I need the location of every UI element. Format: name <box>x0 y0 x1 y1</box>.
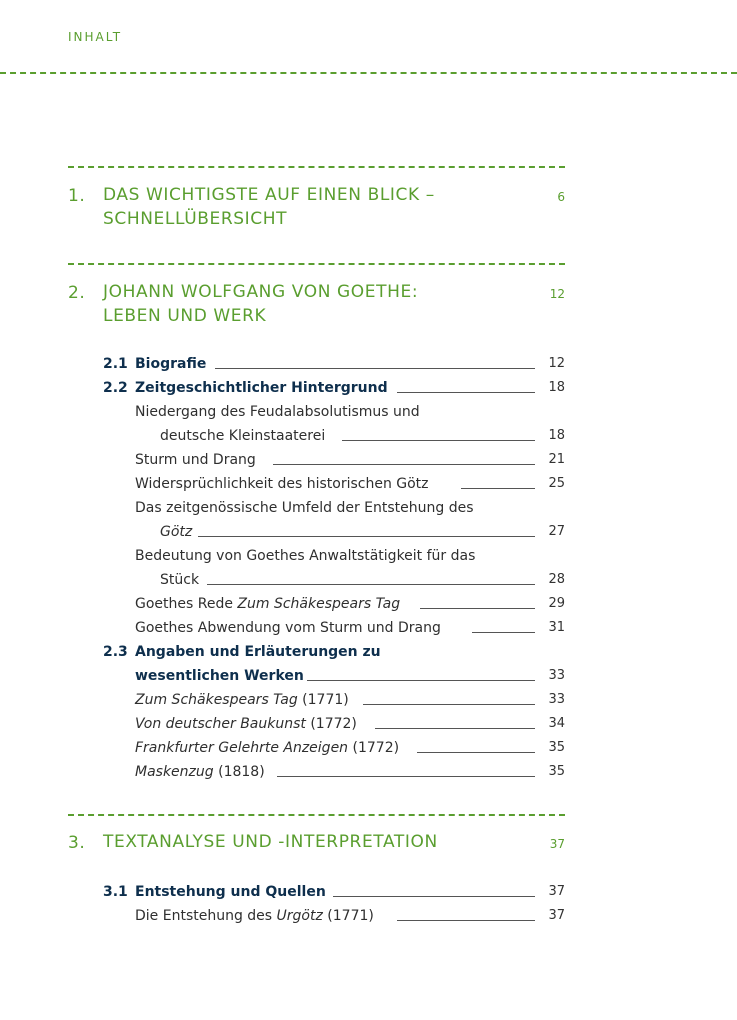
chapter-2-page: 12 <box>549 287 565 301</box>
toc-entry-umfeld[interactable] <box>160 521 565 543</box>
toc-entry-abwendung[interactable] <box>135 617 565 639</box>
page-header-label: INHALT <box>68 30 123 44</box>
leader-line <box>417 752 535 753</box>
chapter-3-page: 37 <box>549 837 565 851</box>
toc-page-number: 18 <box>548 428 565 443</box>
toc-entry-label: Zeitgeschichtlicher Hintergrund <box>135 380 388 396</box>
leader-line <box>215 368 535 369</box>
chapter-2-divider <box>68 263 565 265</box>
toc-entry-widerspruechlichkeit[interactable] <box>135 473 565 495</box>
chapter-1-number: 1. <box>68 186 86 206</box>
toc-entry-anwalt-line1[interactable]: Bedeutung von Goethes Anwaltstätigkeit für das <box>135 548 476 564</box>
toc-entry-umfeld-line1[interactable]: Das zeitgenössische Umfeld der Entstehung des <box>135 500 474 516</box>
leader-line <box>472 632 535 633</box>
toc-entry-label <box>135 716 357 732</box>
label-suffix: (1772) <box>305 716 357 732</box>
section-3-1-number: 3.1 <box>103 884 128 900</box>
italic-title: Maskenzug <box>135 764 214 780</box>
chapter-2-title-line1: JOHANN WOLFGANG VON GOETHE: <box>103 282 419 302</box>
toc-page-number: 33 <box>548 668 565 683</box>
italic-title: Frankfurter Gelehrte Anzeigen <box>135 740 349 756</box>
leader-line <box>461 488 535 489</box>
italic-title: Von deutscher Baukunst <box>135 716 306 732</box>
toc-entry-entstehung[interactable] <box>135 881 565 903</box>
toc-entry-label: Entstehung und Quellen <box>135 884 326 900</box>
toc-entry-angaben-line1[interactable]: Angaben und Erläuterungen zu <box>135 644 381 660</box>
toc-page-number: 31 <box>548 620 565 635</box>
toc-entry-urgoetz[interactable] <box>135 905 565 927</box>
toc-page-number: 12 <box>548 356 565 371</box>
toc-page-number: 35 <box>548 764 565 779</box>
toc-entry-label: Goethes Abwendung vom Sturm und Drang <box>135 620 441 636</box>
section-2-1-number: 2.1 <box>103 356 128 372</box>
leader-line <box>375 728 535 729</box>
toc-entry-label: Sturm und Drang <box>135 452 256 468</box>
chapter-2-title[interactable] <box>103 280 523 328</box>
chapter-2-title-line2: LEBEN UND WERK <box>103 306 267 326</box>
chapter-3-title-line1: TEXTANALYSE UND -INTERPRETATION <box>103 832 438 852</box>
section-2-2-number: 2.2 <box>103 380 128 396</box>
toc-entry-work-3[interactable] <box>135 737 565 759</box>
toc-entry-label: wesentlichen Werken <box>135 668 304 684</box>
leader-line <box>307 680 535 681</box>
label-prefix: Die Entstehung des <box>135 908 277 924</box>
header-divider <box>0 72 737 74</box>
toc-entry-label <box>135 692 349 708</box>
label-prefix: Goethes Rede <box>135 596 238 612</box>
chapter-1-page: 6 <box>557 190 565 204</box>
leader-line <box>397 392 535 393</box>
chapter-3-number: 3. <box>68 833 86 853</box>
toc-entry-zeitgeschichte[interactable] <box>135 377 565 399</box>
toc-page-number: 27 <box>548 524 565 539</box>
leader-line <box>397 920 535 921</box>
toc-entry-label: Biografie <box>135 356 207 372</box>
toc-page-number: 25 <box>548 476 565 491</box>
italic-title: Urgötz <box>276 908 323 924</box>
chapter-1-title-line2: SCHNELLÜBERSICHT <box>103 209 288 229</box>
toc-entry-niedergang[interactable] <box>160 425 565 447</box>
italic-title: Götz <box>160 524 193 540</box>
chapter-3-divider <box>68 814 565 816</box>
leader-line <box>207 584 535 585</box>
chapter-1-title-line1: DAS WICHTIGSTE AUF EINEN BLICK – <box>103 185 435 205</box>
toc-entry-goethes-rede[interactable] <box>135 593 565 615</box>
toc-page-number: 33 <box>548 692 565 707</box>
toc-page-number: 34 <box>548 716 565 731</box>
leader-line <box>363 704 535 705</box>
toc-entry-work-2[interactable] <box>135 713 565 735</box>
toc-entry-work-1[interactable] <box>135 689 565 711</box>
toc-entry-label <box>135 764 265 780</box>
toc-entry-label: Widersprüchlichkeit des historischen Götz <box>135 476 429 492</box>
toc-page-number: 37 <box>548 884 565 899</box>
leader-line <box>420 608 535 609</box>
toc-entry-anwalt[interactable] <box>160 569 565 591</box>
label-suffix: (1771) <box>297 692 349 708</box>
chapter-1-divider <box>68 166 565 168</box>
toc-entry-label: deutsche Kleinstaaterei <box>160 428 326 444</box>
label-suffix: (1772) <box>348 740 400 756</box>
leader-line <box>342 440 535 441</box>
chapter-3-title[interactable] <box>103 830 523 854</box>
toc-entry-sturm-und-drang[interactable] <box>135 449 565 471</box>
toc-page-number: 37 <box>548 908 565 923</box>
toc-page-number: 28 <box>548 572 565 587</box>
leader-line <box>198 536 535 537</box>
leader-line <box>333 896 535 897</box>
toc-entry-label <box>135 596 400 612</box>
toc-entry-angaben[interactable] <box>135 665 565 687</box>
label-suffix: (1771) <box>322 908 374 924</box>
toc-entry-label: Stück <box>160 572 200 588</box>
toc-entry-biografie[interactable] <box>135 353 565 375</box>
italic-title: Zum Schäkespears Tag <box>237 596 401 612</box>
section-2-3-number: 2.3 <box>103 644 128 660</box>
leader-line <box>273 464 535 465</box>
toc-entry-label <box>135 908 374 924</box>
toc-page-number: 35 <box>548 740 565 755</box>
toc-entry-label <box>160 524 192 540</box>
toc-entry-niedergang-line1[interactable]: Niedergang des Feudalabsolutismus und <box>135 404 420 420</box>
chapter-2-number: 2. <box>68 283 86 303</box>
toc-page-number: 29 <box>548 596 565 611</box>
toc-entry-label <box>135 740 399 756</box>
chapter-1-title[interactable] <box>103 183 523 231</box>
toc-entry-work-4[interactable] <box>135 761 565 783</box>
leader-line <box>277 776 535 777</box>
italic-title: Zum Schäkespears Tag <box>135 692 298 708</box>
toc-page-number: 21 <box>548 452 565 467</box>
toc-page-number: 18 <box>548 380 565 395</box>
label-suffix: (1818) <box>213 764 265 780</box>
